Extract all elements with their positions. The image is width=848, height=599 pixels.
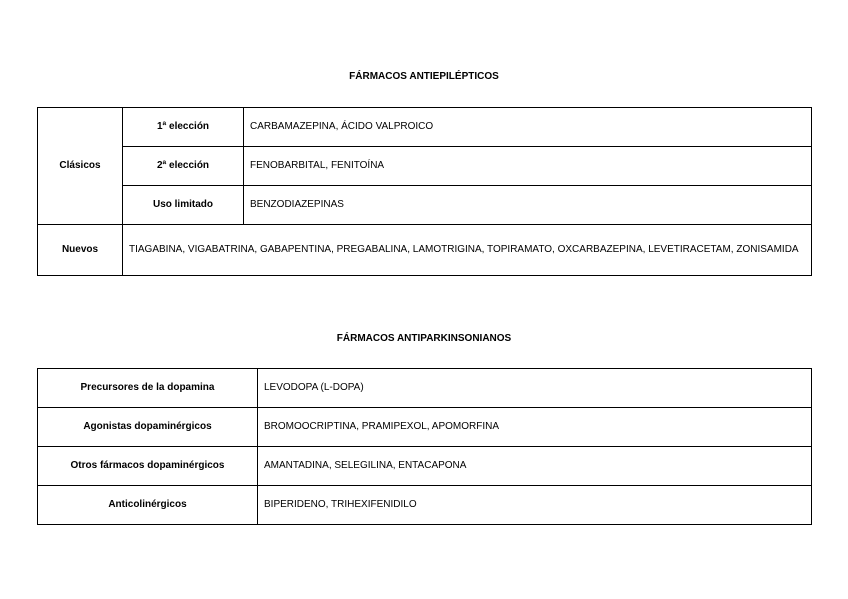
- dopamine-agonists-drugs: BROMOOCRIPTINA, PRAMIPEXOL, APOMORFINA: [258, 408, 812, 447]
- table-row: [38, 408, 812, 447]
- dopamine-agonists-label: Agonistas dopaminérgicos: [38, 408, 258, 447]
- limited-use-label: Uso limitado: [123, 186, 244, 225]
- limited-use-drugs: BENZODIAZEPINAS: [244, 186, 812, 225]
- antiparkinson-table: [37, 368, 812, 525]
- table-row: [38, 186, 812, 225]
- second-choice-label: 2ª elección: [123, 147, 244, 186]
- dopamine-precursors-label: Precursores de la dopamina: [38, 369, 258, 408]
- anticholinergics-label: Anticolinérgicos: [38, 486, 258, 525]
- table-row: [38, 108, 812, 147]
- antiepileptic-table: [37, 107, 812, 276]
- new-label: Nuevos: [38, 225, 123, 276]
- table-row: [38, 225, 812, 276]
- other-dopaminergic-label: Otros fármacos dopaminérgicos: [38, 447, 258, 486]
- table-row: [38, 369, 812, 408]
- table-row: [38, 447, 812, 486]
- other-dopaminergic-drugs: AMANTADINA, SELEGILINA, ENTACAPONA: [258, 447, 812, 486]
- first-choice-drugs: CARBAMAZEPINA, ÁCIDO VALPROICO: [244, 108, 812, 147]
- antiepileptic-title: FÁRMACOS ANTIEPILÉPTICOS: [349, 71, 499, 82]
- table-row: [38, 486, 812, 525]
- first-choice-label: 1ª elección: [123, 108, 244, 147]
- new-drugs: TIAGABINA, VIGABATRINA, GABAPENTINA, PREGABALINA, LAMOTRIGINA, TOPIRAMATO, OXCARBAZEPINA, LEVETIRACETAM, ZONISAMIDA: [123, 225, 812, 276]
- classics-label: Clásicos: [38, 108, 123, 225]
- table-row: [38, 147, 812, 186]
- dopamine-precursors-drugs: LEVODOPA (L-DOPA): [258, 369, 812, 408]
- second-choice-drugs: FENOBARBITAL, FENITOÍNA: [244, 147, 812, 186]
- antiparkinson-title: FÁRMACOS ANTIPARKINSONIANOS: [336, 333, 512, 344]
- anticholinergics-drugs: BIPERIDENO, TRIHEXIFENIDILO: [258, 486, 812, 525]
